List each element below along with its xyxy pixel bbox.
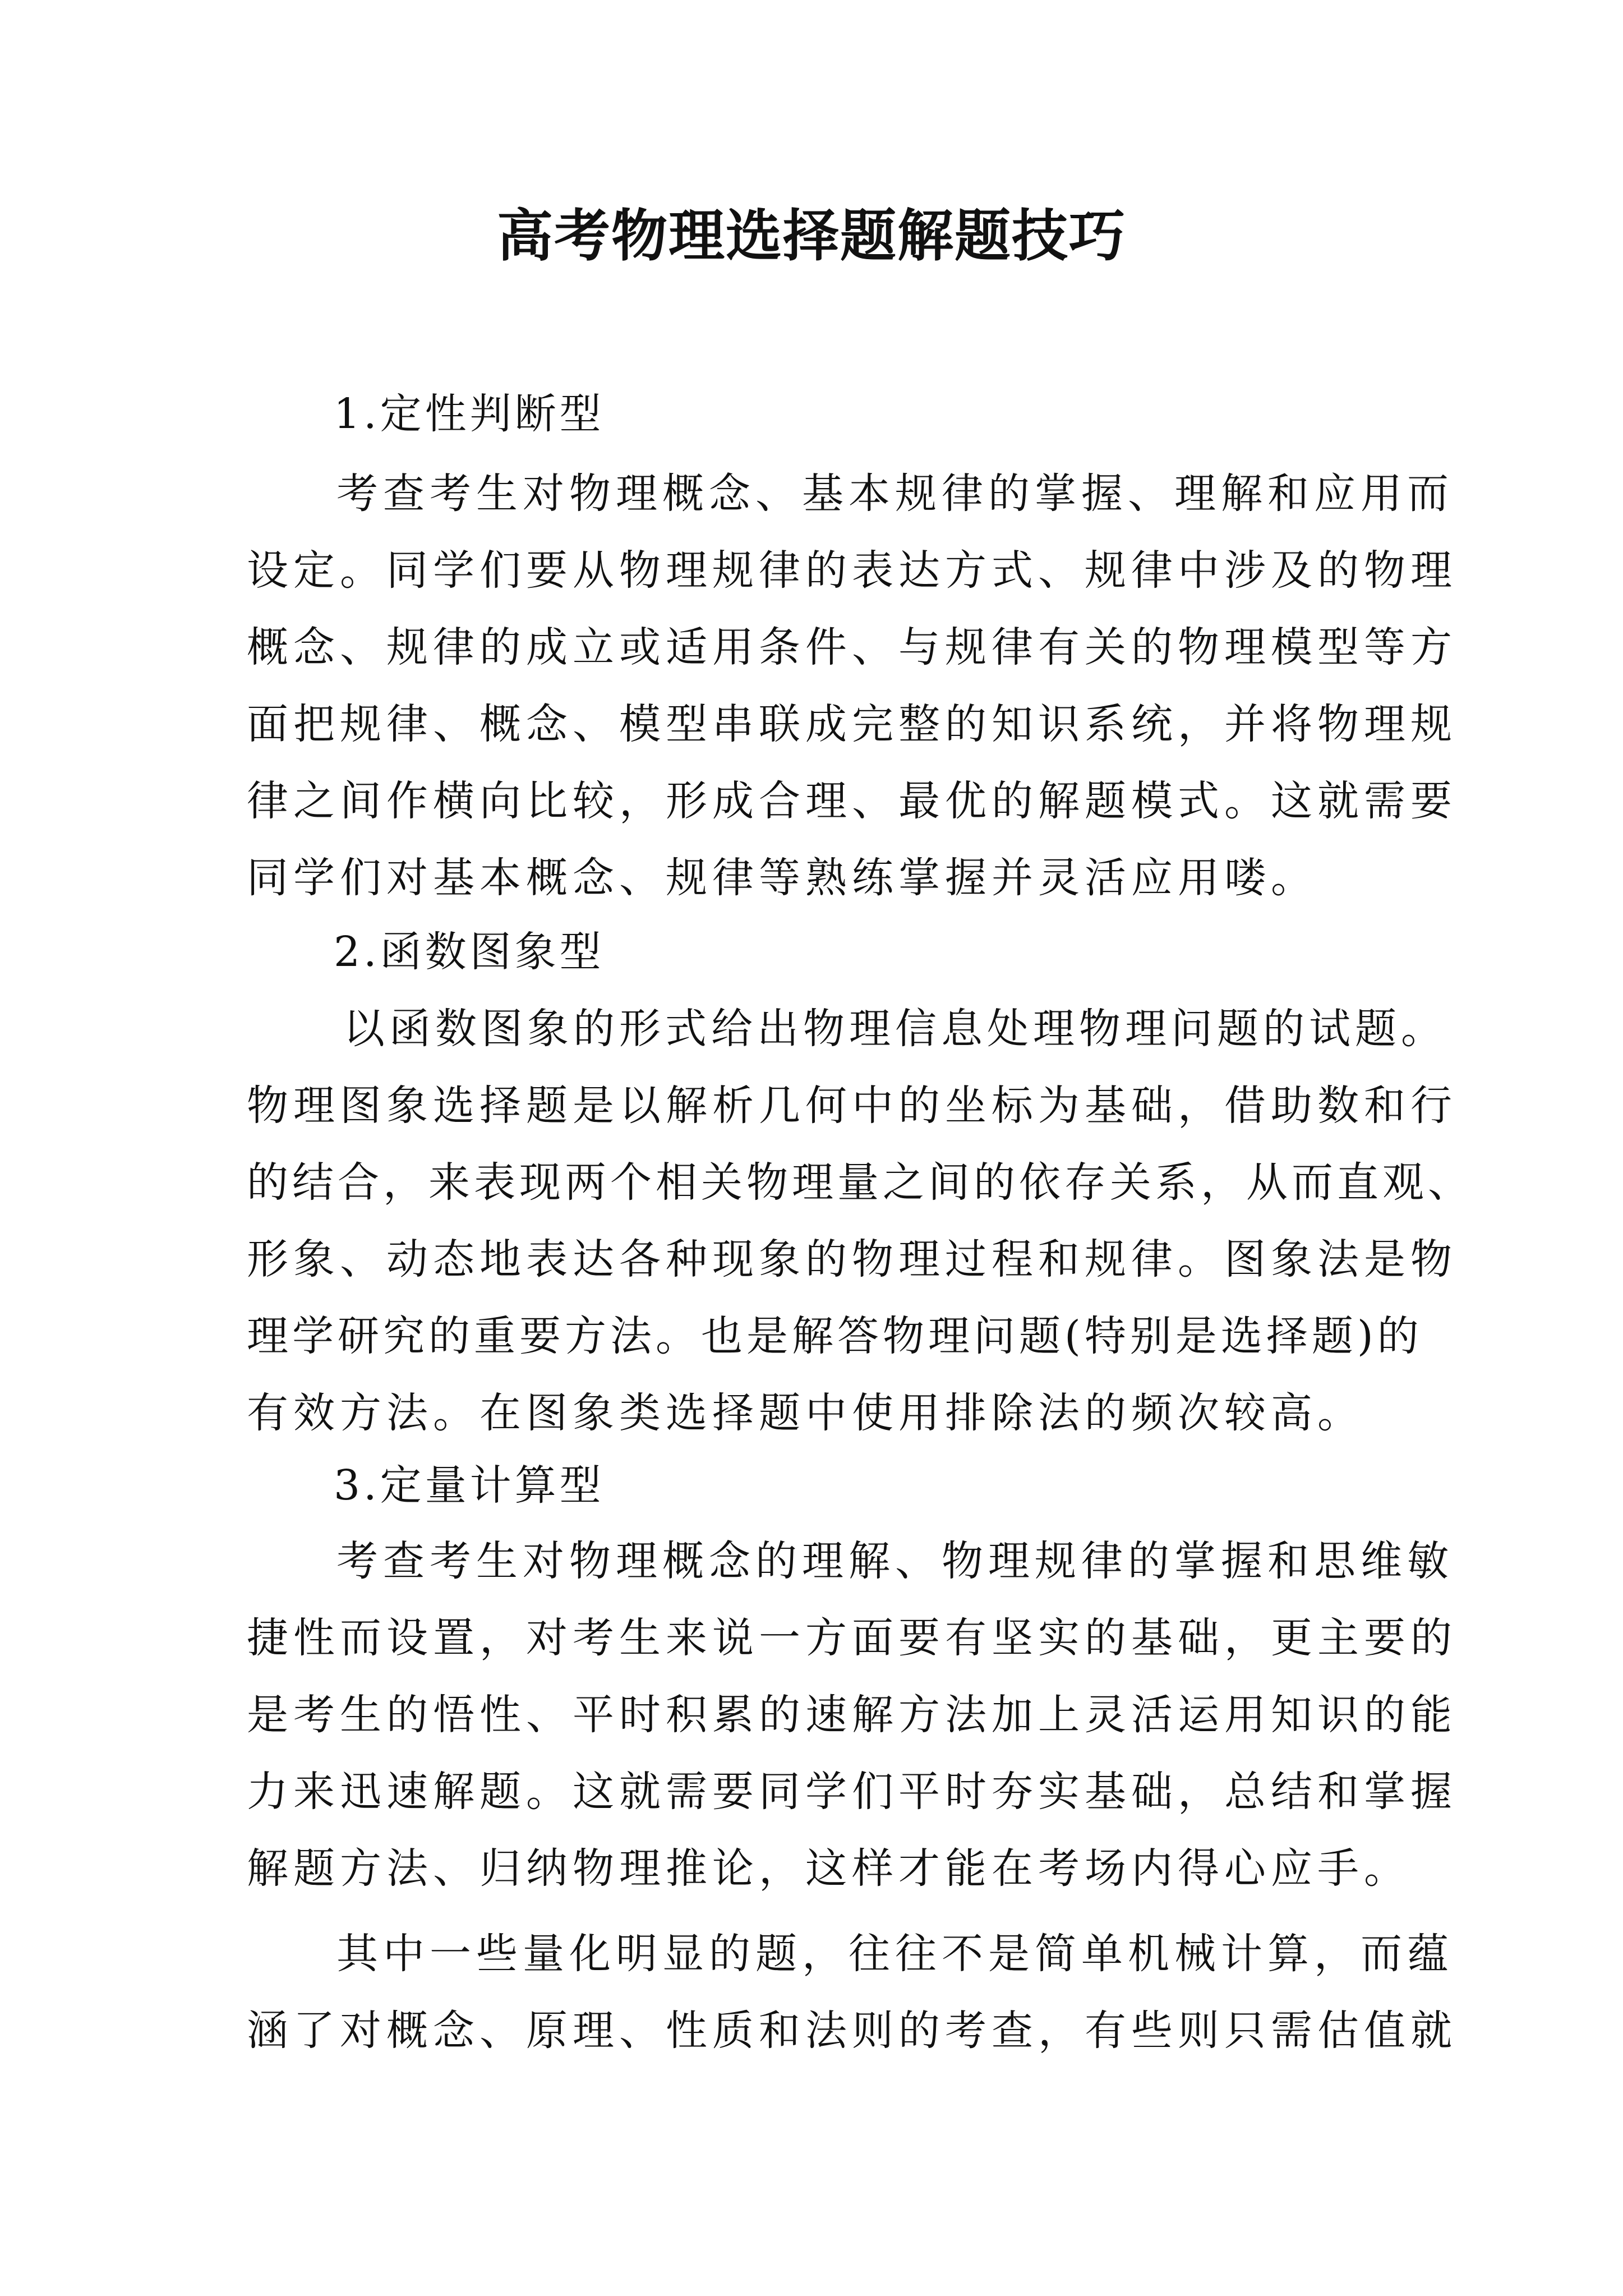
section-heading: 3.定量计算型 <box>334 1461 605 1510</box>
paragraph-line: 有效方法。在图象类选择题中使用排除法的频次较高。 <box>247 1389 1364 1437</box>
paragraph-line: 理学研究的重要方法。也是解答物理问题(特别是选择题)的 <box>247 1312 1423 1360</box>
paragraph-line: 律之间作横向比较，形成合理、最优的解题模式。这就需要 <box>247 777 1457 825</box>
document-title: 高考物理选择题解题技巧 <box>497 203 1126 269</box>
paragraph-line: 捷性而设置，对考生来说一方面要有坚实的基础，更主要的 <box>247 1614 1457 1662</box>
paragraph-line: 力来迅速解题。这就需要同学们平时夯实基础，总结和掌握 <box>247 1768 1457 1816</box>
paragraph-line: 其中一些量化明显的题，往往不是简单机械计算，而蕴 <box>336 1930 1454 1978</box>
paragraph-line: 概念、规律的成立或适用条件、与规律有关的物理模型等方 <box>247 623 1457 671</box>
paragraph-line: 设定。同学们要从物理规律的表达方式、规律中涉及的物理 <box>247 546 1457 595</box>
paragraph-line: 是考生的悟性、平时积累的速解方法加上灵活运用知识的能 <box>247 1691 1457 1739</box>
paragraph-line: 面把规律、概念、模型串联成完整的知识系统，并将物理规 <box>247 700 1457 748</box>
paragraph-line: 涵了对概念、原理、性质和法则的考查，有些则只需估值就 <box>247 2007 1457 2055</box>
paragraph-line: 形象、动态地表达各种现象的物理过程和规律。图象法是物 <box>247 1235 1457 1283</box>
paragraph-line: 解题方法、归纳物理推论，这样才能在考场内得心应手。 <box>247 1844 1410 1893</box>
paragraph-line: 考查考生对物理概念的理解、物理规律的掌握和思维敏 <box>336 1537 1454 1585</box>
section-heading: 2.函数图象型 <box>334 928 605 976</box>
paragraph-line: 同学们对基本概念、规律等熟练掌握并灵活应用喽。 <box>247 854 1317 902</box>
section-heading: 1.定性判断型 <box>334 390 605 438</box>
paragraph-line: 物理图象选择题是以解析几何中的坐标为基础，借助数和行 <box>247 1082 1457 1130</box>
paragraph-line: 以函数图象的形式给出物理信息处理物理问题的试题。 <box>343 1005 1447 1053</box>
paragraph-line: 考查考生对物理概念、基本规律的掌握、理解和应用而 <box>336 470 1454 518</box>
paragraph-line: 的结合，来表现两个相关物理量之间的依存关系，从而直观、 <box>247 1158 1473 1207</box>
